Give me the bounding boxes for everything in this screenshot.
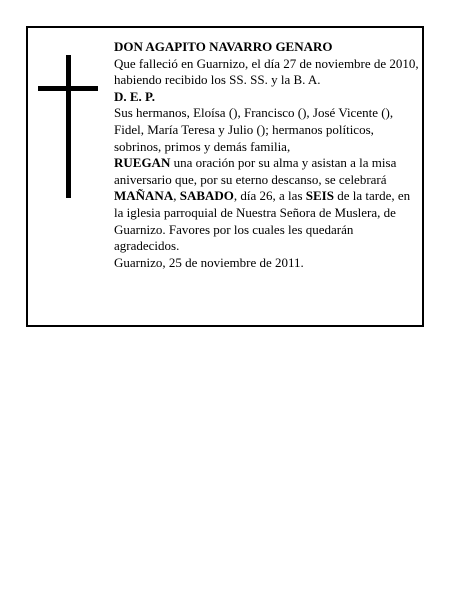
family-line: Sus hermanos, Eloísa (), Francisco (), José Vicente (), Fidel, María Teresa y Julio (); hermanos políticos, sobrinos, primos y demás familia, xyxy=(114,105,394,154)
notice-text xyxy=(114,39,419,271)
rip-line: D. E. P. xyxy=(114,88,156,104)
request-comma: , xyxy=(173,188,180,204)
request-text-1: una oración por su alma y asistan a la misa aniversario que, por su eterno descanso, se celebrará xyxy=(114,155,397,187)
sabado-word: SABADO xyxy=(179,188,234,204)
death-line: Que falleció en Guarnizo, el día 27 de noviembre de 2010, habiendo recibido los SS. SS. y la B. A. xyxy=(114,55,419,88)
deceased-name: DON AGAPITO NAVARRO GENARO xyxy=(114,39,333,54)
cross-vertical-bar xyxy=(66,55,71,198)
seis-word: SEIS xyxy=(305,188,334,204)
obituary-notice xyxy=(26,26,424,327)
request-paragraph xyxy=(114,155,419,255)
place-date: Guarnizo, 25 de noviembre de 2011. xyxy=(114,254,304,270)
request-text-2: , día 26, a las xyxy=(233,188,306,204)
ruegan-word: RUEGAN xyxy=(114,155,171,171)
request-text-3: de la tarde, en la iglesia parroquial de Nuestra Señora de Muslera, de Guarnizo. Favores por los cuales les quedarán agradecidos. xyxy=(114,188,411,254)
cross-horizontal-bar xyxy=(38,86,98,91)
manana-word: MAÑANA xyxy=(114,188,174,204)
